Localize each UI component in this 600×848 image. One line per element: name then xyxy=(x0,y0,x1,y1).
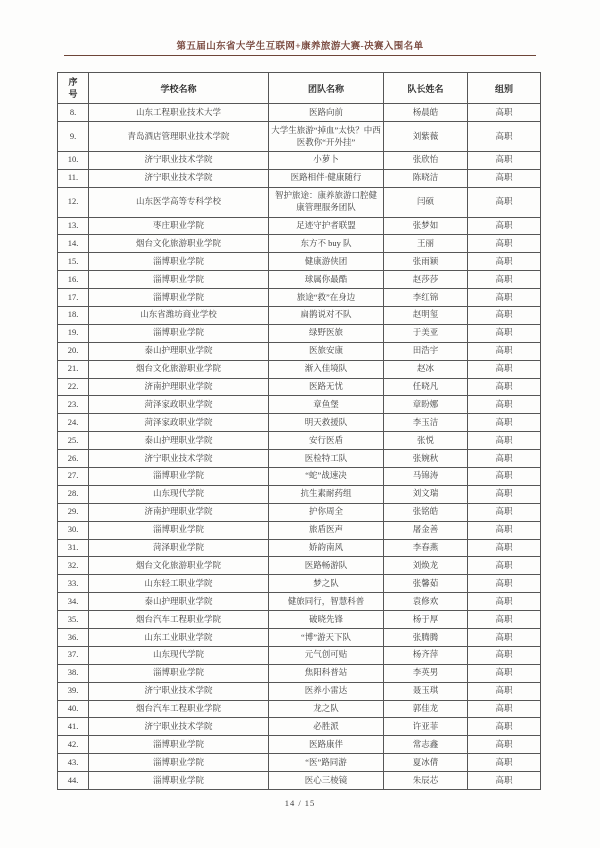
cell-row-number: 19. xyxy=(58,324,89,342)
cell-captain-name: 陈晓洁 xyxy=(384,169,468,187)
cell-school-name: 山东轻工职业学院 xyxy=(89,575,269,593)
cell-team-name: 医路畅游队 xyxy=(269,557,384,575)
cell-row-number: 29. xyxy=(58,503,89,521)
cell-row-number: 42. xyxy=(58,736,89,754)
cell-captain-name: 王丽 xyxy=(384,235,468,253)
cell-captain-name: 李英男 xyxy=(384,664,468,682)
cell-group: 高职 xyxy=(468,414,541,432)
document-title: 第五届山东省大学生互联网+康养旅游大赛-决赛入围名单 xyxy=(176,42,424,52)
cell-team-name: 医路康伴 xyxy=(269,736,384,754)
header-school: 学校名称 xyxy=(89,73,269,104)
cell-school-name: 淄博职业学院 xyxy=(89,271,269,289)
cell-row-number: 23. xyxy=(58,396,89,414)
cell-captain-name: 赵冰 xyxy=(384,360,468,378)
table-row xyxy=(58,151,541,169)
cell-school-name: 淄博职业学院 xyxy=(89,289,269,307)
cell-group: 高职 xyxy=(468,271,541,289)
cell-team-name: 足迹守护者联盟 xyxy=(269,217,384,235)
table-row xyxy=(58,253,541,271)
cell-row-number: 21. xyxy=(58,360,89,378)
header-group: 组别 xyxy=(468,73,541,104)
table-row xyxy=(58,414,541,432)
cell-row-number: 25. xyxy=(58,432,89,450)
cell-row-number: 16. xyxy=(58,271,89,289)
cell-team-name: 焦阳科普站 xyxy=(269,664,384,682)
cell-row-number: 39. xyxy=(58,682,89,700)
cell-team-name: 旅盾医声 xyxy=(269,521,384,539)
cell-group: 高职 xyxy=(468,187,541,217)
cell-team-name: 医心三棱镜 xyxy=(269,772,384,790)
cell-team-name: 医养小雷达 xyxy=(269,682,384,700)
cell-captain-name: 许亚菲 xyxy=(384,718,468,736)
cell-row-number: 11. xyxy=(58,169,89,187)
cell-team-name: 龙之队 xyxy=(269,700,384,718)
cell-school-name: 淄博职业学院 xyxy=(89,736,269,754)
cell-captain-name: 李玉洁 xyxy=(384,414,468,432)
cell-group: 高职 xyxy=(468,235,541,253)
cell-school-name: 烟台汽车工程职业学院 xyxy=(89,611,269,629)
cell-captain-name: 张悦 xyxy=(384,432,468,450)
cell-group: 高职 xyxy=(468,342,541,360)
cell-group: 高职 xyxy=(468,682,541,700)
cell-group: 高职 xyxy=(468,378,541,396)
cell-captain-name: 张雨颖 xyxy=(384,253,468,271)
table-header xyxy=(58,73,541,104)
cell-school-name: 山东工业职业学院 xyxy=(89,629,269,647)
cell-captain-name: 刘紫薇 xyxy=(384,122,468,152)
cell-school-name: 烟台汽车工程职业学院 xyxy=(89,700,269,718)
cell-group: 高职 xyxy=(468,360,541,378)
cell-row-number: 30. xyxy=(58,521,89,539)
cell-row-number: 9. xyxy=(58,122,89,152)
table-row xyxy=(58,664,541,682)
cell-school-name: 淄博职业学院 xyxy=(89,521,269,539)
cell-school-name: 枣庄职业学院 xyxy=(89,217,269,235)
cell-row-number: 13. xyxy=(58,217,89,235)
cell-team-name: 绿野医旅 xyxy=(269,324,384,342)
cell-team-name: 渐入佳境队 xyxy=(269,360,384,378)
cell-captain-name: 章盼娜 xyxy=(384,396,468,414)
cell-captain-name: 张欣怡 xyxy=(384,151,468,169)
cell-captain-name: 任晓凡 xyxy=(384,378,468,396)
cell-team-name: 医路向前 xyxy=(269,104,384,122)
cell-team-name: 扁鹊说对不队 xyxy=(269,306,384,324)
cell-school-name: 淄博职业学院 xyxy=(89,664,269,682)
table-row xyxy=(58,324,541,342)
cell-captain-name: 杨齐萍 xyxy=(384,646,468,664)
cell-row-number: 14. xyxy=(58,235,89,253)
cell-group: 高职 xyxy=(468,217,541,235)
cell-team-name: “蛇”战速决 xyxy=(269,467,384,485)
cell-row-number: 12. xyxy=(58,187,89,217)
cell-school-name: 菏泽职业学院 xyxy=(89,539,269,557)
cell-captain-name: 马锦涛 xyxy=(384,467,468,485)
cell-captain-name: 刘焕龙 xyxy=(384,557,468,575)
cell-team-name: 护你周全 xyxy=(269,503,384,521)
cell-school-name: 烟台文化旅游职业学院 xyxy=(89,235,269,253)
cell-team-name: 医路无忧 xyxy=(269,378,384,396)
cell-row-number: 44. xyxy=(58,772,89,790)
cell-row-number: 8. xyxy=(58,104,89,122)
table-row xyxy=(58,718,541,736)
header-row xyxy=(58,73,541,104)
cell-team-name: 医检特工队 xyxy=(269,450,384,468)
cell-group: 高职 xyxy=(468,772,541,790)
cell-team-name: 抗生素耐药组 xyxy=(269,485,384,503)
cell-school-name: 淄博职业学院 xyxy=(89,253,269,271)
table-row xyxy=(58,700,541,718)
finalist-table xyxy=(57,72,541,790)
cell-team-name: 健旅同行，智慧科普 xyxy=(269,593,384,611)
cell-captain-name: 于美亚 xyxy=(384,324,468,342)
cell-group: 高职 xyxy=(468,122,541,152)
cell-captain-name: 聂玉琪 xyxy=(384,682,468,700)
cell-group: 高职 xyxy=(468,169,541,187)
cell-team-name: 章鱼堡 xyxy=(269,396,384,414)
cell-team-name: 破晓先锋 xyxy=(269,611,384,629)
cell-team-name: 安行医盾 xyxy=(269,432,384,450)
cell-captain-name: 李红锦 xyxy=(384,289,468,307)
cell-row-number: 31. xyxy=(58,539,89,557)
cell-school-name: 山东省潍坊商业学校 xyxy=(89,306,269,324)
cell-team-name: 智护旅途：康养旅游口腔健康管理服务团队 xyxy=(269,187,384,217)
cell-school-name: 菏泽家政职业学院 xyxy=(89,414,269,432)
table-row xyxy=(58,306,541,324)
cell-group: 高职 xyxy=(468,396,541,414)
cell-group: 高职 xyxy=(468,503,541,521)
table-row xyxy=(58,736,541,754)
table-row xyxy=(58,503,541,521)
cell-school-name: 泰山护理职业学院 xyxy=(89,342,269,360)
cell-group: 高职 xyxy=(468,289,541,307)
cell-team-name: 大学生旅游“掉血”太快？中西医教你“开外挂” xyxy=(269,122,384,152)
table-row xyxy=(58,217,541,235)
cell-captain-name: 屠金善 xyxy=(384,521,468,539)
cell-group: 高职 xyxy=(468,485,541,503)
cell-school-name: 济宁职业技术学院 xyxy=(89,450,269,468)
cell-row-number: 26. xyxy=(58,450,89,468)
cell-captain-name: 闫硕 xyxy=(384,187,468,217)
cell-school-name: 淄博职业学院 xyxy=(89,754,269,772)
cell-group: 高职 xyxy=(468,253,541,271)
cell-school-name: 青岛酒店管理职业技术学院 xyxy=(89,122,269,152)
cell-school-name: 济宁职业技术学院 xyxy=(89,682,269,700)
cell-captain-name: 张婉秋 xyxy=(384,450,468,468)
cell-school-name: 泰山护理职业学院 xyxy=(89,593,269,611)
cell-row-number: 18. xyxy=(58,306,89,324)
table-row xyxy=(58,467,541,485)
cell-row-number: 33. xyxy=(58,575,89,593)
table-row xyxy=(58,122,541,152)
cell-school-name: 山东现代学院 xyxy=(89,485,269,503)
cell-row-number: 38. xyxy=(58,664,89,682)
cell-school-name: 淄博职业学院 xyxy=(89,324,269,342)
cell-row-number: 34. xyxy=(58,593,89,611)
table-row xyxy=(58,575,541,593)
title-underline xyxy=(64,55,536,56)
table-row xyxy=(58,378,541,396)
cell-group: 高职 xyxy=(468,593,541,611)
cell-captain-name: 赵莎莎 xyxy=(384,271,468,289)
table-row xyxy=(58,682,541,700)
table-row xyxy=(58,754,541,772)
cell-row-number: 20. xyxy=(58,342,89,360)
table-row xyxy=(58,432,541,450)
cell-team-name: “医”路同游 xyxy=(269,754,384,772)
cell-group: 高职 xyxy=(468,324,541,342)
header-no xyxy=(58,73,89,104)
table-row xyxy=(58,396,541,414)
cell-row-number: 43. xyxy=(58,754,89,772)
cell-team-name: 小萝卜 xyxy=(269,151,384,169)
table-row xyxy=(58,485,541,503)
cell-row-number: 28. xyxy=(58,485,89,503)
cell-group: 高职 xyxy=(468,629,541,647)
cell-group: 高职 xyxy=(468,450,541,468)
cell-team-name: 梦之队 xyxy=(269,575,384,593)
table-row xyxy=(58,593,541,611)
cell-captain-name: 杨于厚 xyxy=(384,611,468,629)
cell-captain-name: 张馨茹 xyxy=(384,575,468,593)
cell-captain-name: 杨晨皓 xyxy=(384,104,468,122)
cell-group: 高职 xyxy=(468,575,541,593)
cell-school-name: 济南护理职业学院 xyxy=(89,378,269,396)
table-row xyxy=(58,342,541,360)
cell-school-name: 泰山护理职业学院 xyxy=(89,432,269,450)
cell-row-number: 36. xyxy=(58,629,89,647)
table-row xyxy=(58,521,541,539)
cell-row-number: 40. xyxy=(58,700,89,718)
cell-group: 高职 xyxy=(468,736,541,754)
table-body xyxy=(58,104,541,790)
header-team: 团队名称 xyxy=(269,73,384,104)
cell-row-number: 24. xyxy=(58,414,89,432)
cell-captain-name: 张梦如 xyxy=(384,217,468,235)
cell-team-name: “博”游天下队 xyxy=(269,629,384,647)
cell-school-name: 山东工程职业技术大学 xyxy=(89,104,269,122)
cell-group: 高职 xyxy=(468,754,541,772)
cell-captain-name: 张铭皓 xyxy=(384,503,468,521)
header-no-label: 序号 xyxy=(68,77,78,100)
cell-school-name: 济宁职业技术学院 xyxy=(89,169,269,187)
table-row xyxy=(58,629,541,647)
table-row xyxy=(58,450,541,468)
cell-school-name: 山东现代学院 xyxy=(89,646,269,664)
cell-group: 高职 xyxy=(468,104,541,122)
cell-group: 高职 xyxy=(468,539,541,557)
table-row xyxy=(58,772,541,790)
cell-row-number: 37. xyxy=(58,646,89,664)
table-row xyxy=(58,611,541,629)
cell-group: 高职 xyxy=(468,306,541,324)
cell-captain-name: 刘文瑞 xyxy=(384,485,468,503)
cell-group: 高职 xyxy=(468,611,541,629)
cell-row-number: 15. xyxy=(58,253,89,271)
cell-team-name: 必胜派 xyxy=(269,718,384,736)
table-row xyxy=(58,646,541,664)
table-row xyxy=(58,539,541,557)
cell-captain-name: 夏冰倩 xyxy=(384,754,468,772)
cell-team-name: 球属你最酷 xyxy=(269,271,384,289)
cell-captain-name: 朱辰芯 xyxy=(384,772,468,790)
cell-group: 高职 xyxy=(468,718,541,736)
cell-group: 高职 xyxy=(468,432,541,450)
cell-group: 高职 xyxy=(468,700,541,718)
page-number: 14 / 15 xyxy=(284,798,316,809)
cell-row-number: 35. xyxy=(58,611,89,629)
cell-group: 高职 xyxy=(468,467,541,485)
cell-school-name: 淄博职业学院 xyxy=(89,772,269,790)
cell-group: 高职 xyxy=(468,664,541,682)
cell-school-name: 菏泽家政职业学院 xyxy=(89,396,269,414)
header-captain: 队长姓名 xyxy=(384,73,468,104)
table-row xyxy=(58,235,541,253)
cell-captain-name: 郭佳龙 xyxy=(384,700,468,718)
cell-row-number: 17. xyxy=(58,289,89,307)
table-row xyxy=(58,187,541,217)
cell-school-name: 烟台文化旅游职业学院 xyxy=(89,360,269,378)
cell-team-name: 东方不 buy 队 xyxy=(269,235,384,253)
cell-row-number: 32. xyxy=(58,557,89,575)
cell-school-name: 山东医学高等专科学校 xyxy=(89,187,269,217)
cell-group: 高职 xyxy=(468,521,541,539)
cell-captain-name: 袁修欢 xyxy=(384,593,468,611)
cell-captain-name: 张腾腾 xyxy=(384,629,468,647)
cell-team-name: 娇韵南风 xyxy=(269,539,384,557)
cell-school-name: 济宁职业技术学院 xyxy=(89,151,269,169)
cell-team-name: 元气创可贴 xyxy=(269,646,384,664)
cell-school-name: 济南护理职业学院 xyxy=(89,503,269,521)
cell-group: 高职 xyxy=(468,557,541,575)
cell-row-number: 27. xyxy=(58,467,89,485)
cell-team-name: 旅途“救”在身边 xyxy=(269,289,384,307)
cell-row-number: 41. xyxy=(58,718,89,736)
cell-row-number: 10. xyxy=(58,151,89,169)
cell-school-name: 淄博职业学院 xyxy=(89,467,269,485)
table-row xyxy=(58,360,541,378)
cell-team-name: 健康游侠团 xyxy=(269,253,384,271)
table-row xyxy=(58,271,541,289)
table-row xyxy=(58,104,541,122)
cell-team-name: 医旅安康 xyxy=(269,342,384,360)
table-row xyxy=(58,557,541,575)
cell-row-number: 22. xyxy=(58,378,89,396)
cell-captain-name: 赵明玺 xyxy=(384,306,468,324)
cell-group: 高职 xyxy=(468,151,541,169)
cell-team-name: 明天救援队 xyxy=(269,414,384,432)
cell-captain-name: 常志鑫 xyxy=(384,736,468,754)
cell-captain-name: 李春燕 xyxy=(384,539,468,557)
cell-group: 高职 xyxy=(468,646,541,664)
table-row xyxy=(58,169,541,187)
cell-team-name: 医路相伴·健康随行 xyxy=(269,169,384,187)
cell-captain-name: 田浩宇 xyxy=(384,342,468,360)
cell-school-name: 济宁职业技术学院 xyxy=(89,718,269,736)
cell-school-name: 烟台文化旅游职业学院 xyxy=(89,557,269,575)
table-row xyxy=(58,289,541,307)
